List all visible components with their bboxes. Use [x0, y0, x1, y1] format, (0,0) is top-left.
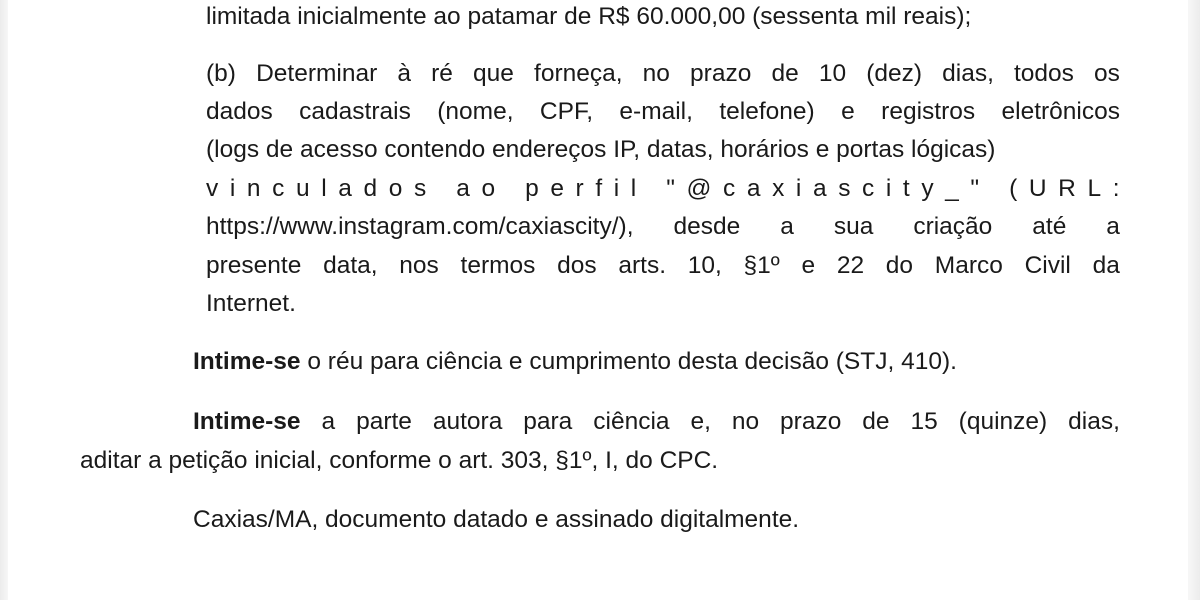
word: (logs de acesso contendo endereços IP, datas, horários e portas lógicas) [206, 136, 996, 163]
word: autora [432, 408, 503, 435]
word: até [1032, 213, 1067, 240]
closing-line: Caxias/MA, documento datado e assinado digitalmente. [193, 506, 800, 533]
word: " [666, 175, 675, 202]
word: cadastrais [299, 98, 411, 125]
intimacao-reu-paragraph [193, 347, 957, 377]
word: Marco [934, 252, 1003, 279]
word: l [630, 175, 637, 202]
word: _ [945, 175, 959, 202]
word: x [772, 175, 785, 202]
item-b-line-1 [206, 59, 1120, 89]
word: (dez) [866, 60, 923, 87]
word: s [838, 175, 851, 202]
word: ciência [593, 408, 670, 435]
item-b-line-3 [206, 135, 1120, 165]
word: à [397, 60, 411, 87]
intimacao-reu-bold: Intime-se [193, 348, 301, 375]
word: todos [1014, 60, 1074, 87]
word [648, 174, 655, 204]
word: 15 [910, 408, 938, 435]
word: o [388, 175, 403, 202]
item-b-line-5 [206, 212, 1120, 242]
word: : [1112, 175, 1120, 202]
word: i [885, 175, 892, 202]
word: telefone) [719, 98, 815, 125]
word: forneça, [534, 60, 623, 87]
word: Civil [1024, 252, 1071, 279]
word: desde [673, 213, 741, 240]
word: c [862, 175, 875, 202]
word: ( [1009, 175, 1018, 202]
intimacao-reu-text: o réu para ciência e cumprimento desta decisão (STJ, 410). [300, 348, 957, 375]
word: criação [913, 213, 993, 240]
word: e [841, 98, 855, 125]
word: a [321, 408, 336, 435]
word: @ [686, 175, 712, 202]
word: prazo [690, 60, 752, 87]
intimacao-autora-line-1 [193, 407, 1120, 437]
word: c [272, 175, 285, 202]
word: u [295, 175, 310, 202]
word: para [523, 408, 573, 435]
word: a [780, 213, 794, 240]
word: eletrônicos [1001, 98, 1120, 125]
word: o [481, 175, 496, 202]
word: i [613, 175, 620, 202]
item-a-tail-line: limitada inicialmente ao patamar de R$ 60.000,00 (sessenta mil reais); [206, 3, 972, 30]
word: " [970, 175, 980, 202]
word [438, 174, 445, 204]
word: que [473, 60, 514, 87]
page-right-edge [1188, 0, 1200, 600]
word: no [642, 60, 670, 87]
word: ré [431, 60, 453, 87]
word: dias, [942, 60, 994, 87]
word: U [1028, 175, 1047, 202]
word: e, [690, 408, 711, 435]
word: 22 [836, 252, 865, 279]
word: nos [399, 252, 439, 279]
item-b-line-7 [206, 289, 296, 319]
word: presente [206, 252, 302, 279]
word: d [363, 175, 378, 202]
word: a [812, 175, 827, 202]
word: e-mail, [619, 98, 693, 125]
word: sua [833, 213, 874, 240]
word: Internet. [206, 290, 296, 317]
word: a [456, 175, 470, 202]
word [991, 174, 998, 204]
word: parte [356, 408, 412, 435]
word: L [1087, 175, 1102, 202]
word: i [229, 175, 236, 202]
word: da [1092, 252, 1120, 279]
word: v [206, 175, 219, 202]
word: (quinze) [958, 408, 1048, 435]
word: p [525, 175, 539, 202]
word: 10, [687, 252, 722, 279]
word: e [550, 175, 564, 202]
intimacao-autora-bold: Intime-se [193, 408, 301, 435]
word: n [246, 175, 261, 202]
word: a [1106, 213, 1120, 240]
word: f [595, 175, 603, 202]
page-left-edge [0, 0, 8, 600]
word: R [1058, 175, 1076, 202]
word: c [722, 175, 736, 202]
word: data, [323, 252, 378, 279]
word: l [321, 175, 327, 202]
word: (nome, [437, 98, 514, 125]
word: https://www.instagram.com/caxiascity/), [206, 213, 634, 240]
word: CPF, [539, 98, 594, 125]
word: 10 [818, 60, 847, 87]
word: t [902, 175, 910, 202]
word: (b) [206, 60, 236, 87]
word: §1º [743, 252, 780, 279]
item-b-line-6 [206, 251, 1120, 281]
word: dados [206, 98, 273, 125]
word: os [1094, 60, 1120, 87]
word: r [575, 175, 584, 202]
word: y [921, 175, 934, 202]
word: s [413, 175, 427, 202]
word: termos [460, 252, 536, 279]
word: Determinar [256, 60, 378, 87]
word [507, 174, 514, 204]
word: no [731, 408, 760, 435]
word: registros [881, 98, 976, 125]
word: de [862, 408, 890, 435]
word: i [795, 175, 802, 202]
item-b-line-4-spaced [206, 174, 1120, 204]
word: a [746, 175, 761, 202]
word: dos [557, 252, 597, 279]
word: prazo [780, 408, 842, 435]
word: arts. [618, 252, 667, 279]
word: dias, [1068, 408, 1120, 435]
word: do [885, 252, 914, 279]
word: de [771, 60, 799, 87]
item-b-line-2 [206, 97, 1120, 127]
intimacao-autora-line-2: aditar a petição inicial, conforme o art. 303, §1º, I, do CPC. [80, 447, 719, 474]
word: a [338, 175, 352, 202]
word: e [801, 252, 816, 279]
